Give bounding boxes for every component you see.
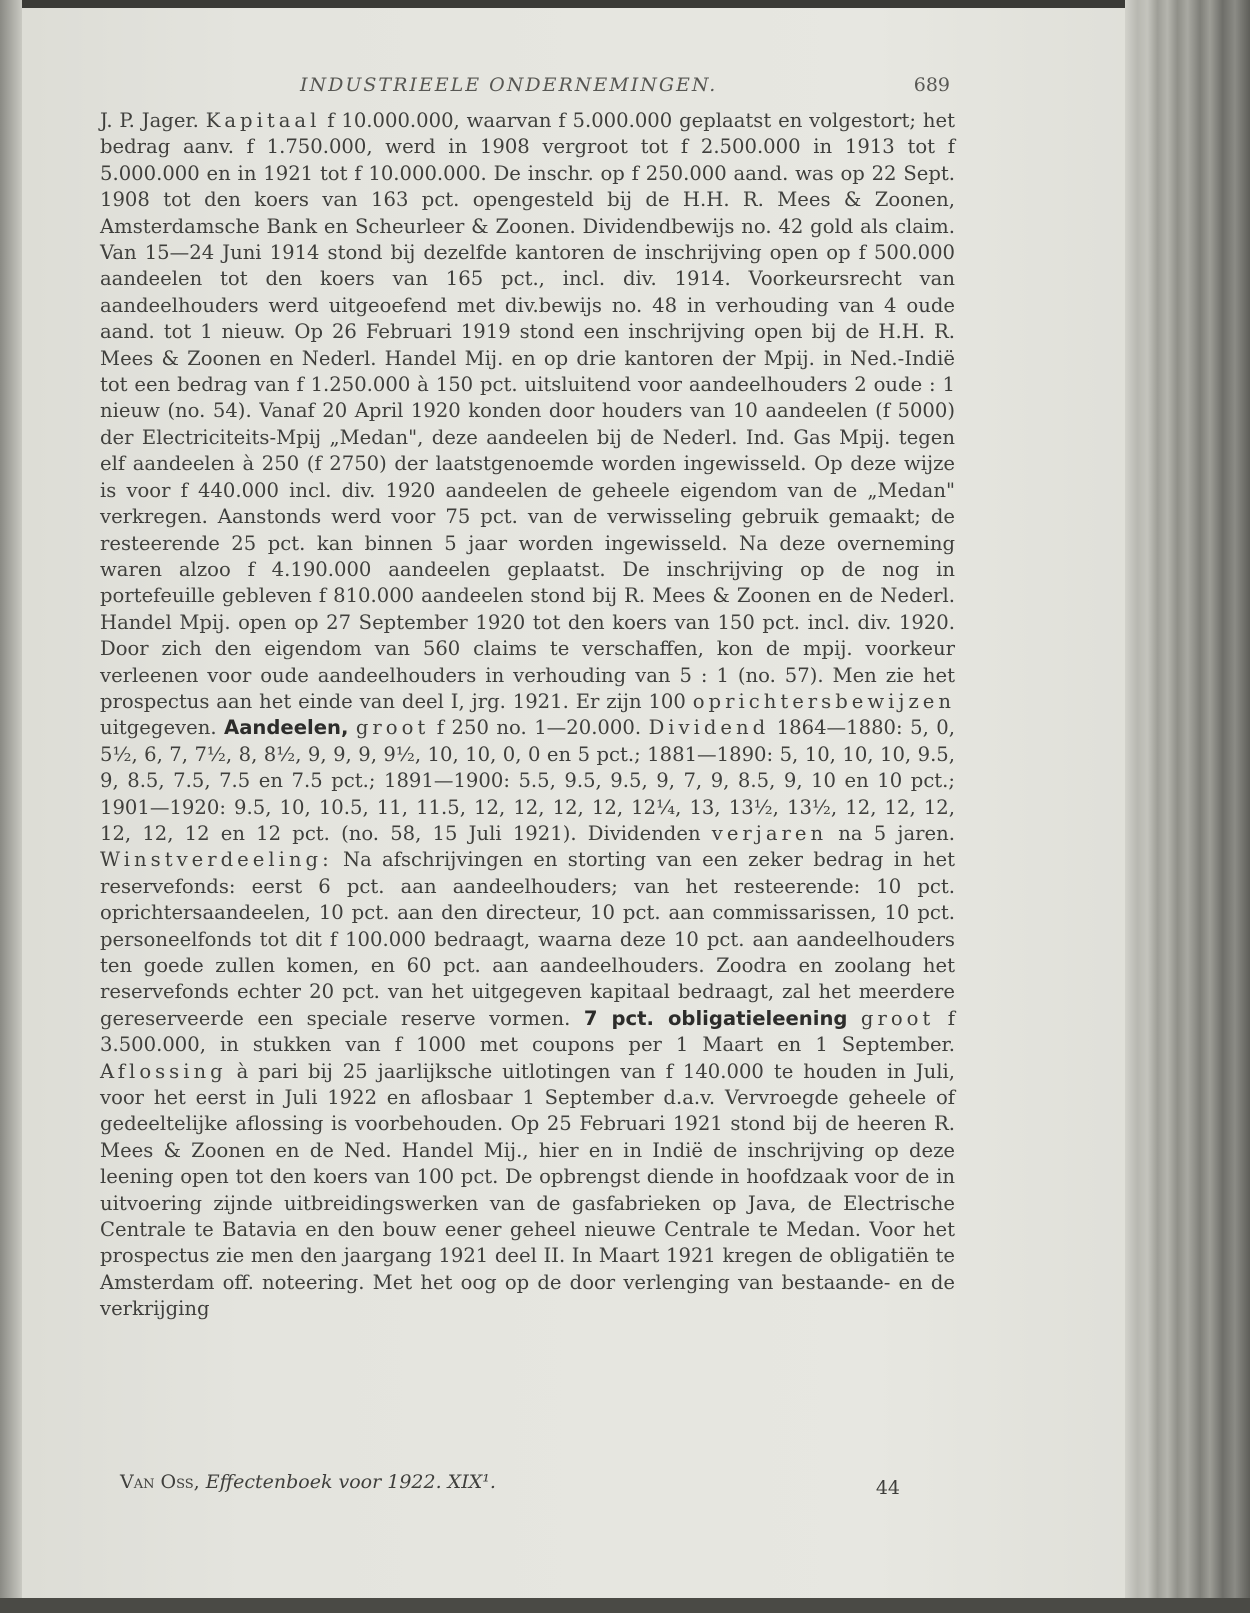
- spaced-term-verjaren: verjaren: [711, 821, 828, 845]
- page-number: 689: [913, 74, 950, 96]
- scan-top-edge: [0, 0, 1250, 8]
- text-run: f 10.000.000, waarvan f 5.000.000 geplaatst en volgestort; het bedrag aanv. f 1.750.000, werd in 1908 vergroot tot f 2.500.000 in 1913 tot f 5.000.000 en in 1921 tot f 10.000.000. De inschr. op f 250.000 aand. was op 22 Sept. 1908 tot den koers van 163 pct. opengesteld bij de H.H. R. Mees & Zoonen, Amsterdamsche Bank en Scheurleer & Zoonen. Dividendbewijs no. 42 gold als claim. Van 15—24 Juni 1914 stond bij dezelfde kantoren de inschrijving open op f 500.000 aandeelen tot den koers van 165 pct., incl. div. 1914. Voorkeursrecht van aandeelhouders werd uitgeoefend met div.bewijs no. 48 in verhouding van 4 oude aand. tot 1 nieuw. Op 26 Februari 1919 stond een inschrijving open bij de H.H. R. Mees & Zoonen en Nederl. Handel Mij. en op drie kantoren der Mpij. in Ned.-Indië tot een bedrag van f 1.250.000 à 150 pct. uitsluitend voor aandeelhouders 2 oude : 1 nieuw (no. 54). Vanaf 20 April 1920 konden door houders van 10 aandeelen (f 5000) der Electriciteits-Mpij „Medan", deze aandeelen bij de Nederl. Ind. Gas Mpij. tegen elf aandeelen à 250 (f 2750) der laatstgenoemde worden ingewisseld. Op deze wijze is voor f 440.000 incl. div. 1920 aandeelen de geheele eigendom van de „Medan" verkregen. Aanstonds werd voor 75 pct. van de verwisseling gebruik gemaakt; de resteerende 25 pct. kan binnen 5 jaar worden ingewisseld. Na deze overneming waren alzoo f 4.190.000 aandeelen geplaatst. De inschrijving op de nog in portefeuille gebleven f 810.000 aandeelen stond bij R. Mees & Zoonen en de Nederl. Handel Mpij. open op 27 September 1920 tot den koers van 150 pct. incl. div. 1920. Door zich den eigendom van 560 claims te verschaffen, kon de mpij. voorkeur verleenen voor oude aandeelhouders in verhouding van 5 : 1 (no. 57). Men zie het prospectus aan het einde van deel I, jrg. 1921. Er zijn 100: [100, 109, 955, 713]
- text-run: à pari bij 25 jaarlijksche uitlotingen van f 140.000 te houden in Juli, voor het eerst in Juli 1922 en aflosbaar 1 September d.a.v. Vervroegde geheele of gedeeltelijke aflossing is voorbehouden. Op 25 Februari 1921 stond bij de heeren R. Mees & Zoonen en de Ned. Handel Mij., hier en in Indië de inschrijving op deze leening open tot den koers van 100 pct. De opbrengst diende in hoofdzaak voor de in uitvoering zijnde uitbreidingswerken van de gasfabrieken op Java, de Electrische Centrale te Batavia en den bouw eener geheel nieuwe Centrale te Medan. Voor het prospectus zie men den jaargang 1921 deel II. In Maart 1921 kregen de obligatiën te Amsterdam off. noteering. Met het oog op de door verlenging van bestaande- en de verkrijging: [100, 1059, 955, 1321]
- body-text: [100, 108, 955, 1323]
- text-run: J. P. Jager.: [100, 109, 206, 132]
- text-run: [348, 716, 356, 739]
- spaced-term-aflossing: Aflossing: [100, 1059, 227, 1083]
- text-run: [847, 1007, 860, 1030]
- text-run: f 3.500.000, in stukken van f 1000 met coupons per 1 Maart en 1 September.: [100, 1006, 955, 1057]
- spaced-term-groot: groot: [355, 716, 430, 740]
- spaced-term-winstverdeeling: Winstverdeeling:: [100, 848, 333, 872]
- footer-author: Van Oss,: [120, 1471, 206, 1493]
- spaced-term-groot: groot: [860, 1006, 935, 1030]
- spaced-term-oprichtersbewijzen: oprichtersbewijzen: [692, 689, 955, 713]
- paragraph: [100, 108, 955, 1323]
- footer-title: Effectenboek voor 1922. XIX¹.: [205, 1471, 496, 1493]
- page-header: [100, 66, 955, 100]
- book-page-edges: [1125, 0, 1250, 1613]
- scan-bottom-edge: [0, 1598, 1250, 1613]
- spaced-term-kapitaal: Kapitaal: [205, 109, 321, 132]
- bold-heading-aandeelen: Aandeelen,: [224, 716, 349, 740]
- signature-mark: 44: [875, 1477, 900, 1499]
- page-content: [100, 66, 955, 1323]
- spaced-term-dividend: Dividend: [648, 716, 770, 740]
- running-head: INDUSTRIEELE ONDERNEMINGEN.: [300, 74, 718, 96]
- bold-heading-obligatieleening: 7 pct. obligatieleening: [583, 1006, 848, 1030]
- page-footer: [120, 1471, 920, 1501]
- scan-left-edge: [0, 0, 22, 1613]
- text-run: na 5 jaren.: [827, 821, 955, 845]
- text-run: Na afschrijvingen en storting van een zeker bedrag in het reservefonds: eerst 6 pct. aan aandeelhouders; van het resteerende: 10 pct. oprichtersaandeelen, 10 pct. aan den directeur, 10 pct. aan commissarissen, 10 pct. personeelfonds tot dit f 100.000 bedraagt, waarna deze 10 pct. aan aandeelhouders ten goede zullen komen, en 60 pct. aan aandeelhouders. Zoodra en zoolang het reservefonds echter 20 pct. van het uitgegeven kapitaal bedraagt, zal het meerdere gereserveerde een speciale reserve vormen.: [100, 848, 955, 1030]
- text-run: uitgegeven.: [100, 716, 225, 740]
- footer-citation: [120, 1471, 496, 1493]
- text-run: 1864—1880: 5, 0, 5½, 6, 7, 7½, 8, 8½, 9, 9, 9, 9½, 10, 10, 0, 0 en 5 pct.; 1881—1890: 5, 10, 10, 10, 9.5, 9, 8.5, 7.5, 7.5 en 7.5 pct.; 1891—1900: 5.5, 9.5, 9.5, 9, 7, 9, 8.5, 9, 10 en 10 pct.; 1901—1920: 9.5, 10, 10.5, 11, 11.5, 12, 12, 12, 12, 12¼, 13, 13½, 13½, 12, 12, 12, 12, 12, 12 en 12 pct. (no. 58, 15 Juli 1921). Dividenden: [100, 716, 955, 845]
- text-run: f 250 no. 1—20.000.: [429, 716, 649, 740]
